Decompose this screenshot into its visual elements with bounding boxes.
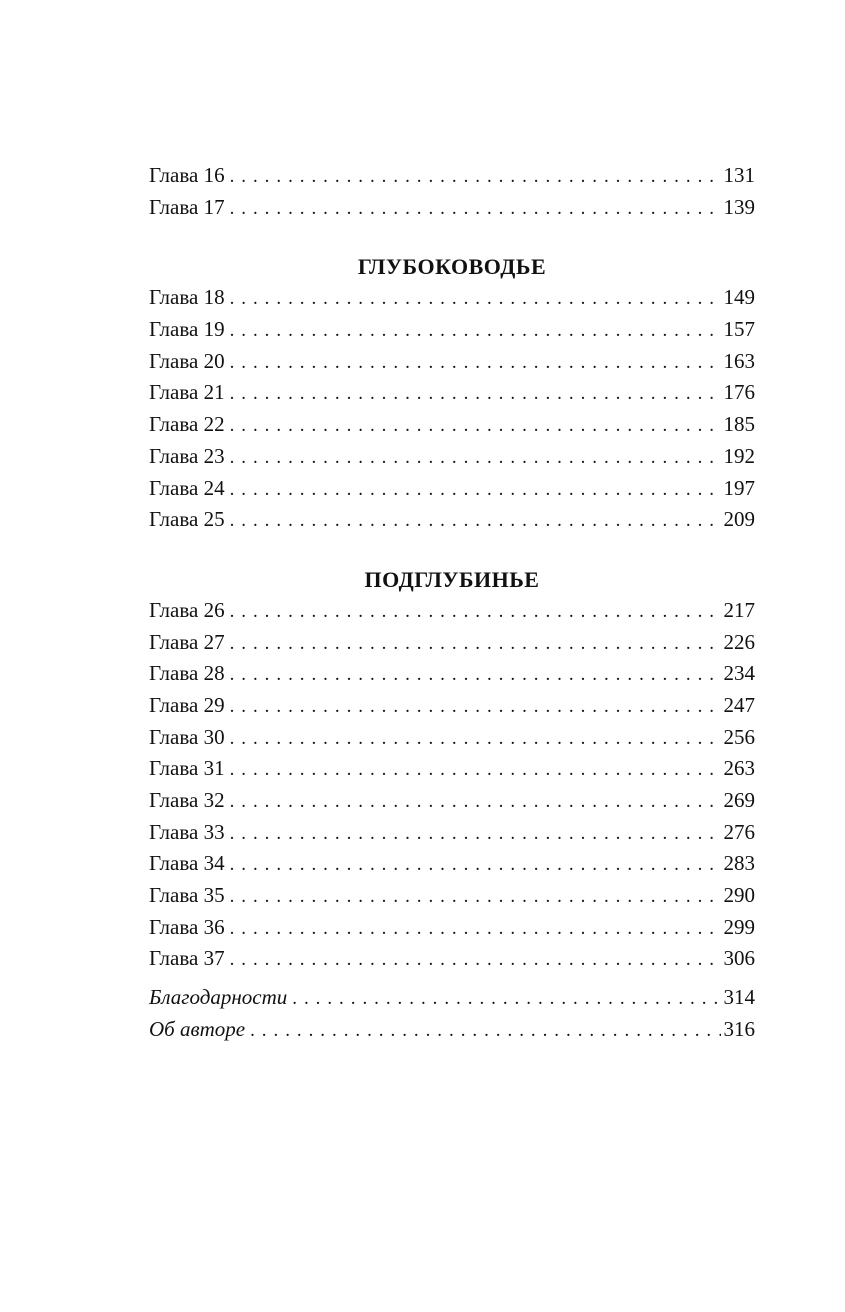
toc-entry-label: Глава 23 — [149, 443, 225, 468]
dot-leader — [230, 881, 721, 913]
toc-entry[interactable] — [149, 314, 755, 346]
dot-leader — [230, 944, 721, 976]
toc-entry-label: Глава 16 — [149, 163, 225, 187]
toc-entry[interactable] — [149, 346, 755, 378]
dot-leader — [230, 315, 721, 347]
toc-entry-page: 269 — [723, 788, 755, 812]
dot-leader — [230, 659, 721, 691]
toc-section-part1 — [149, 160, 755, 223]
toc-entry-label: Глава 21 — [149, 380, 225, 405]
toc-entry-label: Глава 20 — [149, 348, 225, 373]
toc-entry[interactable] — [149, 192, 755, 224]
toc-section-part3 — [149, 565, 755, 975]
toc-entry[interactable] — [149, 912, 755, 944]
section-title: ПОДГЛУБИНЬЕ — [364, 566, 540, 592]
toc-entry[interactable] — [149, 595, 755, 627]
toc-entry[interactable] — [149, 690, 755, 722]
toc-entry-page: 209 — [723, 507, 755, 532]
toc-entry-label: Глава 17 — [149, 194, 225, 219]
dot-leader — [230, 161, 721, 193]
toc-entry[interactable] — [149, 880, 755, 912]
toc-entry-label: Глава 30 — [149, 724, 225, 749]
toc-entry-label: Глава 37 — [149, 946, 225, 971]
toc-entry-acknowledgements[interactable] — [149, 982, 755, 1014]
toc-entry-label: Глава 31 — [149, 756, 225, 781]
dot-leader — [230, 818, 721, 850]
toc-entry-page: 234 — [723, 661, 755, 686]
toc-entry[interactable] — [149, 722, 755, 754]
toc-entry-label: Глава 27 — [149, 629, 225, 654]
dot-leader — [230, 347, 721, 379]
toc-section-back-matter — [149, 982, 755, 1045]
dot-leader — [230, 410, 721, 442]
toc-entry[interactable] — [149, 658, 755, 690]
toc-entry-label: Глава 32 — [149, 788, 225, 812]
toc-entry-page: 131 — [723, 163, 755, 187]
toc-entry-label: Глава 33 — [149, 819, 225, 844]
toc-entry-page: 263 — [723, 756, 755, 781]
toc-entry-label: Глава 29 — [149, 692, 225, 717]
toc-entry[interactable] — [149, 627, 755, 659]
toc-entry-page: 226 — [723, 629, 755, 654]
dot-leader — [250, 1015, 720, 1047]
dot-leader — [292, 983, 720, 1015]
toc-entry-page: 139 — [723, 194, 755, 219]
dot-leader — [230, 786, 721, 818]
toc-entry[interactable] — [149, 848, 755, 880]
toc-entry[interactable] — [149, 441, 755, 473]
table-of-contents — [149, 160, 755, 1046]
dot-leader — [230, 849, 721, 881]
toc-entry-label: Глава 25 — [149, 507, 225, 532]
toc-entry-label: Об авторе — [149, 1016, 246, 1041]
section-title: ГЛУБОКОВОДЬЕ — [357, 254, 547, 280]
toc-entry-page: 163 — [723, 348, 755, 373]
dot-leader — [230, 628, 721, 660]
dot-leader — [230, 378, 721, 410]
toc-entry-page: 299 — [723, 914, 755, 939]
dot-leader — [230, 754, 721, 786]
toc-entry-page: 149 — [723, 285, 755, 310]
toc-entry-page: 256 — [723, 724, 755, 749]
toc-entry[interactable] — [149, 282, 755, 314]
toc-entry[interactable] — [149, 753, 755, 785]
toc-entry-page: 276 — [723, 819, 755, 844]
toc-entry-label: Глава 22 — [149, 412, 225, 437]
toc-entry[interactable] — [149, 160, 755, 192]
dot-leader — [230, 193, 721, 225]
toc-entry-label: Глава 26 — [149, 597, 225, 622]
dot-leader — [230, 913, 721, 945]
toc-entry[interactable] — [149, 504, 755, 536]
toc-entry-page: 192 — [723, 443, 755, 468]
toc-entry-page: 283 — [723, 851, 755, 876]
toc-entry-label: Глава 34 — [149, 851, 225, 876]
toc-entry-label: Благодарности — [149, 985, 288, 1010]
toc-entry-page: 306 — [723, 946, 755, 971]
toc-entry[interactable] — [149, 377, 755, 409]
toc-entry-page: 176 — [723, 380, 755, 405]
dot-leader — [230, 474, 721, 506]
toc-entry-page: 197 — [723, 475, 755, 500]
toc-entry-page: 314 — [723, 985, 755, 1010]
toc-entry-label: Глава 35 — [149, 883, 225, 908]
dot-leader — [230, 283, 721, 315]
toc-entry-page: 290 — [723, 883, 755, 908]
toc-entry[interactable] — [149, 817, 755, 849]
toc-entry-label: Глава 24 — [149, 475, 225, 500]
toc-entry-label: Глава 36 — [149, 914, 225, 939]
toc-entry-page: 217 — [723, 597, 755, 622]
toc-section-part2 — [149, 252, 755, 536]
toc-entry-label: Глава 19 — [149, 317, 225, 342]
dot-leader — [230, 505, 721, 537]
toc-entry-page: 157 — [723, 317, 755, 342]
toc-entry-page: 185 — [723, 412, 755, 437]
toc-entry-about-author[interactable] — [149, 1014, 755, 1046]
toc-entry[interactable] — [149, 785, 755, 817]
dot-leader — [230, 596, 721, 628]
toc-entry-page: 316 — [723, 1016, 755, 1041]
dot-leader — [230, 723, 721, 755]
dot-leader — [230, 442, 721, 474]
toc-entry-label: Глава 28 — [149, 661, 225, 686]
toc-entry[interactable] — [149, 473, 755, 505]
toc-entry-page: 247 — [723, 692, 755, 717]
dot-leader — [230, 691, 721, 723]
toc-entry-label: Глава 18 — [149, 285, 225, 310]
toc-entry[interactable] — [149, 409, 755, 441]
toc-entry[interactable] — [149, 943, 755, 975]
